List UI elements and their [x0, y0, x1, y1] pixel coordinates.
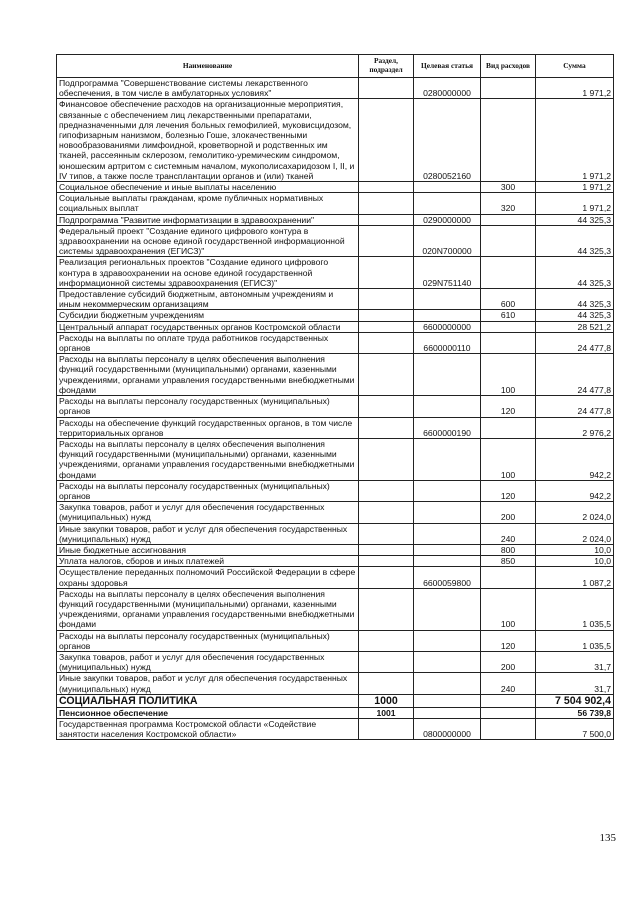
cell-section [359, 651, 414, 672]
cell-section [359, 567, 414, 588]
cell-section [359, 556, 414, 567]
cell-target [414, 556, 481, 567]
column-header-target: Целевая статья [414, 55, 481, 78]
table-row [57, 99, 614, 182]
cell-name: Подпрограмма "Совершенствование системы лекарственного обеспечения, в том числе в амбулаторных условиях" [57, 78, 359, 99]
cell-target [414, 289, 481, 310]
cell-amount: 44 325,3 [536, 310, 614, 321]
cell-target [414, 651, 481, 672]
table-row [57, 78, 614, 99]
cell-expense-type [481, 417, 536, 438]
cell-name: Субсидии бюджетным учреждениям [57, 310, 359, 321]
table-row [57, 707, 614, 718]
table-row [57, 257, 614, 289]
table-body [57, 78, 614, 740]
table-row [57, 630, 614, 651]
table-row [57, 651, 614, 672]
cell-amount: 24 477,8 [536, 354, 614, 396]
cell-name: Расходы на выплаты персоналу государственных (муниципальных) органов [57, 480, 359, 501]
cell-name: Социальные выплаты гражданам, кроме публичных нормативных социальных выплат [57, 193, 359, 214]
cell-section [359, 438, 414, 480]
cell-expense-type [481, 694, 536, 707]
cell-expense-type [481, 99, 536, 182]
cell-amount: 44 325,3 [536, 214, 614, 225]
cell-amount: 10,0 [536, 556, 614, 567]
cell-section [359, 214, 414, 225]
cell-section [359, 480, 414, 501]
cell-section: 1000 [359, 694, 414, 707]
cell-target [414, 523, 481, 544]
cell-target: 029N751140 [414, 257, 481, 289]
column-header-name: Наименование [57, 55, 359, 78]
cell-name: Иные закупки товаров, работ и услуг для обеспечения государственных (муниципальных) нужд [57, 673, 359, 694]
cell-expense-type: 200 [481, 651, 536, 672]
cell-section [359, 99, 414, 182]
cell-amount: 1 035,5 [536, 588, 614, 630]
cell-name: Осуществление переданных полномочий Российской Федерации в сфере охраны здоровья [57, 567, 359, 588]
cell-name: Расходы на выплаты персоналу государственных (муниципальных) органов [57, 630, 359, 651]
cell-section [359, 718, 414, 739]
cell-name: Расходы на выплаты по оплате труда работников государственных органов [57, 332, 359, 353]
cell-section [359, 225, 414, 257]
cell-target [414, 480, 481, 501]
cell-section [359, 544, 414, 555]
table-row [57, 718, 614, 739]
cell-expense-type [481, 567, 536, 588]
cell-target [414, 193, 481, 214]
cell-section [359, 78, 414, 99]
cell-target [414, 694, 481, 707]
table-row [57, 502, 614, 523]
cell-amount: 2 976,2 [536, 417, 614, 438]
cell-expense-type: 120 [481, 396, 536, 417]
cell-expense-type [481, 707, 536, 718]
cell-target [414, 630, 481, 651]
table-row [57, 523, 614, 544]
cell-expense-type: 850 [481, 556, 536, 567]
table-row [57, 332, 614, 353]
cell-amount: 44 325,3 [536, 225, 614, 257]
cell-name: Социальное обеспечение и иные выплаты населению [57, 182, 359, 193]
cell-section [359, 673, 414, 694]
cell-target: 6600000000 [414, 321, 481, 332]
cell-target: 0280000000 [414, 78, 481, 99]
cell-amount: 44 325,3 [536, 289, 614, 310]
cell-target [414, 502, 481, 523]
table-row [57, 214, 614, 225]
cell-section [359, 257, 414, 289]
cell-expense-type [481, 214, 536, 225]
cell-name: Закупка товаров, работ и услуг для обеспечения государственных (муниципальных) нужд [57, 651, 359, 672]
cell-section [359, 354, 414, 396]
cell-target [414, 310, 481, 321]
table-row [57, 310, 614, 321]
table-row [57, 673, 614, 694]
cell-name: Подпрограмма "Развитие информатизации в здравоохранении" [57, 214, 359, 225]
cell-target [414, 438, 481, 480]
cell-amount: 31,7 [536, 651, 614, 672]
cell-section [359, 182, 414, 193]
cell-amount: 7 500,0 [536, 718, 614, 739]
table-row [57, 417, 614, 438]
table-row [57, 193, 614, 214]
cell-expense-type [481, 225, 536, 257]
cell-section [359, 502, 414, 523]
cell-name: СОЦИАЛЬНАЯ ПОЛИТИКА [57, 694, 359, 707]
cell-expense-type [481, 718, 536, 739]
table-header-row [57, 55, 614, 78]
table-row [57, 321, 614, 332]
cell-amount: 28 521,2 [536, 321, 614, 332]
cell-name: Предоставление субсидий бюджетным, автономным учреждениям и иным некоммерческим организациям [57, 289, 359, 310]
cell-name: Закупка товаров, работ и услуг для обеспечения государственных (муниципальных) нужд [57, 502, 359, 523]
cell-section [359, 310, 414, 321]
cell-expense-type: 100 [481, 438, 536, 480]
cell-target: 0800000000 [414, 718, 481, 739]
cell-target [414, 396, 481, 417]
table-row [57, 354, 614, 396]
cell-name: Расходы на выплаты персоналу в целях обеспечения выполнения функций государственными (муниципальными) органами, казенными учреждениями, органами управления государственными внебюджетными фондами [57, 588, 359, 630]
cell-amount: 942,2 [536, 480, 614, 501]
cell-target: 0280052160 [414, 99, 481, 182]
table-row [57, 480, 614, 501]
cell-name: Центральный аппарат государственных органов Костромской области [57, 321, 359, 332]
table-row [57, 588, 614, 630]
cell-amount: 1 971,2 [536, 182, 614, 193]
cell-name: Иные бюджетные ассигнования [57, 544, 359, 555]
budget-table [56, 54, 614, 740]
column-header-expense-type: Вид расходов [481, 55, 536, 78]
cell-expense-type: 240 [481, 523, 536, 544]
column-header-section: Раздел, подраздел [359, 55, 414, 78]
cell-section [359, 193, 414, 214]
table-row [57, 544, 614, 555]
cell-amount: 24 477,8 [536, 396, 614, 417]
cell-amount: 10,0 [536, 544, 614, 555]
table-row [57, 694, 614, 707]
cell-expense-type: 610 [481, 310, 536, 321]
cell-target: 6600059800 [414, 567, 481, 588]
table-row [57, 182, 614, 193]
cell-name: Иные закупки товаров, работ и услуг для обеспечения государственных (муниципальных) нужд [57, 523, 359, 544]
cell-expense-type: 120 [481, 480, 536, 501]
cell-expense-type [481, 321, 536, 332]
cell-expense-type: 240 [481, 673, 536, 694]
cell-expense-type: 100 [481, 588, 536, 630]
cell-expense-type [481, 78, 536, 99]
cell-amount: 942,2 [536, 438, 614, 480]
cell-expense-type: 120 [481, 630, 536, 651]
cell-section [359, 396, 414, 417]
cell-amount: 44 325,3 [536, 257, 614, 289]
cell-target [414, 182, 481, 193]
cell-target [414, 544, 481, 555]
cell-amount: 31,7 [536, 673, 614, 694]
cell-amount: 2 024,0 [536, 502, 614, 523]
cell-name: Расходы на выплаты персоналу в целях обеспечения выполнения функций государственными (муниципальными) органами, казенными учреждениями, органами управления государственными внебюджетными фондами [57, 438, 359, 480]
cell-target: 0290000000 [414, 214, 481, 225]
cell-amount: 1 971,2 [536, 193, 614, 214]
cell-amount: 1 035,5 [536, 630, 614, 651]
table-row [57, 556, 614, 567]
cell-name: Реализация региональных проектов "Создание единого цифрового контура в здравоохранении на основе единой государственной информационной системы здравоохранения (ЕГИСЗ)" [57, 257, 359, 289]
cell-section [359, 417, 414, 438]
cell-amount: 1 087,2 [536, 567, 614, 588]
cell-section [359, 523, 414, 544]
cell-name: Уплата налогов, сборов и иных платежей [57, 556, 359, 567]
cell-section: 1001 [359, 707, 414, 718]
cell-amount: 24 477,8 [536, 332, 614, 353]
cell-target: 020N700000 [414, 225, 481, 257]
cell-target [414, 673, 481, 694]
cell-target [414, 354, 481, 396]
cell-amount: 7 504 902,4 [536, 694, 614, 707]
page-number: 135 [599, 832, 616, 844]
table-row [57, 289, 614, 310]
cell-target [414, 588, 481, 630]
cell-amount: 1 971,2 [536, 78, 614, 99]
cell-expense-type [481, 257, 536, 289]
cell-expense-type [481, 332, 536, 353]
table-row [57, 567, 614, 588]
cell-amount: 1 971,2 [536, 99, 614, 182]
table-row [57, 438, 614, 480]
cell-section [359, 630, 414, 651]
cell-expense-type: 320 [481, 193, 536, 214]
cell-name: Федеральный проект "Создание единого цифрового контура в здравоохранении на основе единой государственной информационной системы здравоохранения (ЕГИСЗ)" [57, 225, 359, 257]
cell-expense-type: 800 [481, 544, 536, 555]
table-row [57, 396, 614, 417]
cell-name: Расходы на обеспечение функций государственных органов, в том числе территориальных органов [57, 417, 359, 438]
cell-section [359, 332, 414, 353]
cell-target: 6600000190 [414, 417, 481, 438]
cell-name: Государственная программа Костромской области «Содействие занятости населения Костромской области» [57, 718, 359, 739]
cell-name: Расходы на выплаты персоналу в целях обеспечения выполнения функций государственными (муниципальными) органами, казенными учреждениями, органами управления государственными внебюджетными фондами [57, 354, 359, 396]
cell-expense-type: 200 [481, 502, 536, 523]
cell-amount: 56 739,8 [536, 707, 614, 718]
cell-target [414, 707, 481, 718]
cell-expense-type: 100 [481, 354, 536, 396]
cell-section [359, 289, 414, 310]
cell-expense-type: 300 [481, 182, 536, 193]
cell-target: 6600000110 [414, 332, 481, 353]
table-row [57, 225, 614, 257]
cell-name: Финансовое обеспечение расходов на организационные мероприятия, связанные с обеспечением лиц лекарственными препаратами, предназначенными для лечения больных гемофилией, муковисцидозом, гипофизарным нанизмом, болезнью Гоше, злокачественными новообразованиями лимфоидной, кроветворной и родственных им тканей, рассеянным склерозом, гемолитико-уремическим синдромом, юношеским артритом с системным началом, мукополисахаридозом I, II, и IV типов, а также после трансплантации органов и (или) тканей [57, 99, 359, 182]
cell-name: Расходы на выплаты персоналу государственных (муниципальных) органов [57, 396, 359, 417]
cell-amount: 2 024,0 [536, 523, 614, 544]
cell-section [359, 321, 414, 332]
cell-name: Пенсионное обеспечение [57, 707, 359, 718]
cell-expense-type: 600 [481, 289, 536, 310]
cell-section [359, 588, 414, 630]
column-header-amount: Сумма [536, 55, 614, 78]
